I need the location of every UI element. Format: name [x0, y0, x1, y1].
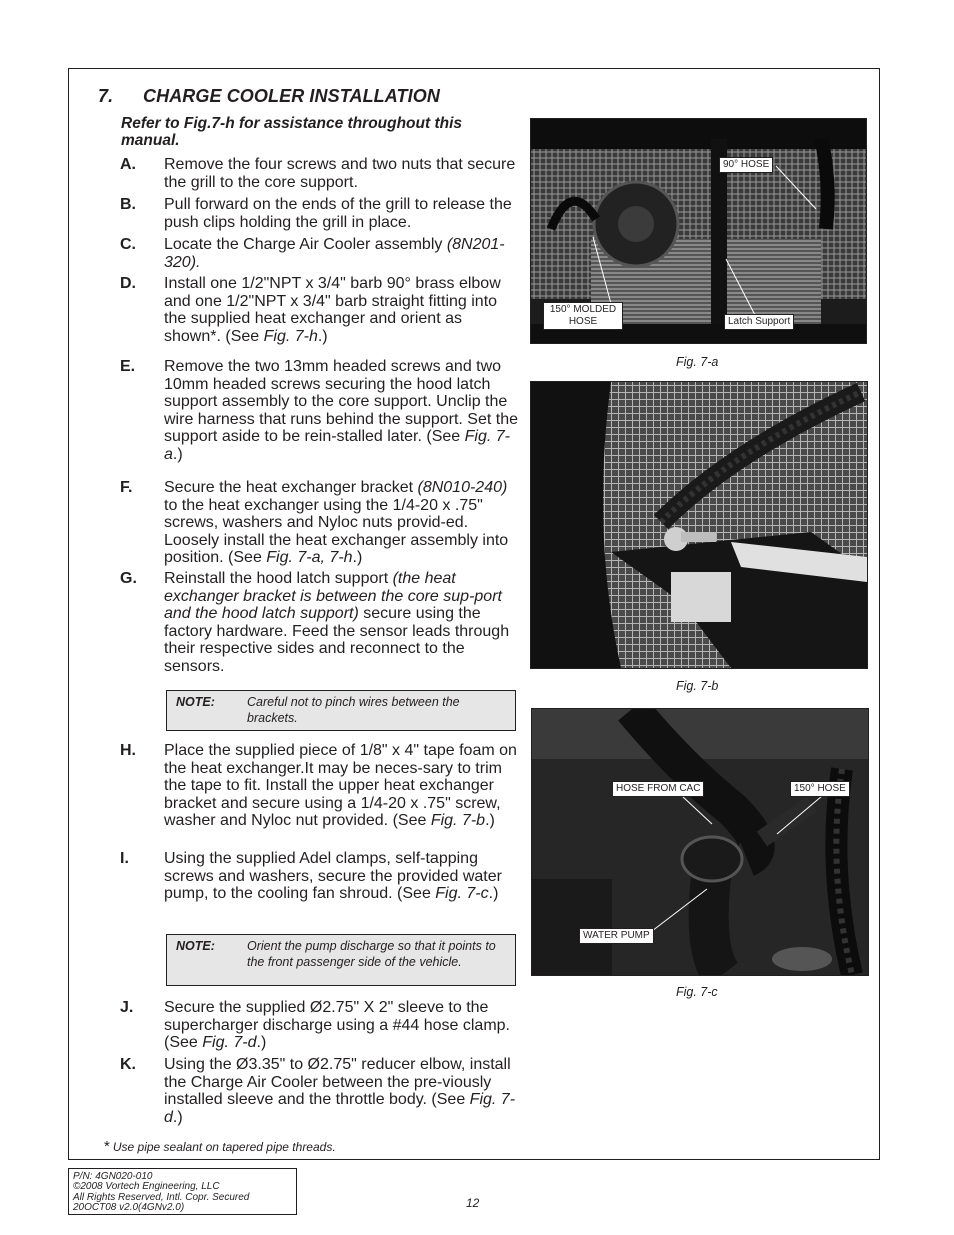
page-number: 12 [466, 1196, 480, 1210]
label-water-pump: WATER PUMP [579, 928, 654, 944]
revision-date: 20OCT08 v2.0(4GNv2.0) [73, 1201, 185, 1213]
section-number: 7. [98, 86, 114, 106]
label-hose-from-cac: HOSE FROM CAC [612, 781, 704, 797]
label-150-molded-hose: 150° MOLDED HOSE [543, 302, 623, 330]
step-d: D. Install one 1/2"NPT x 3/4" barb 90° brass elbow and one 1/2"NPT x 3/4" barb straight fitting into the supplied heat exchanger and orient as shown*. (See Fig. 7-h.) [120, 275, 501, 345]
step-c: C. Locate the Charge Air Cooler assembly (8N201-320). [120, 236, 505, 271]
label-latch-support: Latch Support [724, 314, 794, 330]
step-b: B. Pull forward on the ends of the grill to release the push clips holding the grill in place. [120, 196, 512, 231]
label-90-hose: 90° HOSE [719, 157, 773, 173]
step-i: I. Using the supplied Adel clamps, self-tapping screws and washers, secure the provided water pump, to the cooling fan shroud. (See Fig. 7-c.) [120, 850, 502, 902]
part-number-box [68, 1168, 297, 1215]
section-heading [98, 86, 440, 107]
label-150-hose: 150° HOSE [790, 781, 850, 797]
step-a: A. Remove the four screws and two nuts that secure the grill to the core support. [120, 156, 516, 191]
figure-7a-caption: Fig. 7-a [676, 355, 719, 369]
figure-7b-caption: Fig. 7-b [676, 679, 719, 693]
copyright: ©2008 Vortech Engineering, LLC [73, 1181, 220, 1193]
intro-text: Refer to Fig.7-h for assistance throughout this manual. [121, 115, 463, 149]
note-pinch-wires: NOTE: Careful not to pinch wires between the brackets. [166, 690, 516, 731]
footnote: * Use pipe sealant on tapered pipe threads. [104, 1138, 336, 1155]
step-h: H. Place the supplied piece of 1/8" x 4" tape foam on the heat exchanger.It may be neces-sary to trim the tape to fit. Install the upper heat exchanger bracket and secure using a 1/4-20 x .75" screw, washer and Nyloc nut provided. (See Fig. 7-b.) [120, 742, 517, 829]
step-j: J. Secure the supplied Ø2.75" X 2" sleeve to the supercharger discharge using a #44 hose clamp. (See Fig. 7-d.) [120, 999, 510, 1051]
step-f: F. Secure the heat exchanger bracket (8N010-240) to the heat exchanger using the 1/4-20 x .75" screws, washers and Nyloc nuts provid-ed. Loosely install the heat exchanger assembly into position. (See Fig. 7-a, 7-h.) [120, 479, 509, 566]
rights-reserved: All Rights Reserved, Intl. Copr. Secured [73, 1191, 250, 1203]
section-title: CHARGE COOLER INSTALLATION [143, 86, 440, 106]
figure-7c-caption: Fig. 7-c [676, 985, 718, 999]
note-pump-discharge: NOTE: Orient the pump discharge so that it points to the front passenger side of the vehicle. [166, 934, 516, 986]
step-e: E. Remove the two 13mm headed screws and two 10mm headed screws securing the hood latch support assembly to the core support. Unclip the wire harness that runs behind the support. Set the support aside to be rein-stalled later. (See Fig. 7-a.) [120, 358, 518, 463]
step-k: K. Using the Ø3.35" to Ø2.75" reducer elbow, install the Charge Air Cooler between the pre-viously installed sleeve and the throttle body. (See Fig. 7-d.) [120, 1056, 516, 1126]
step-g: G. Reinstall the hood latch support (the heat exchanger bracket is between the core sup-port and the hood latch support) secure using the factory hardware. Feed the sensor leads through their respective sides and reconnect to the sensors. [120, 570, 510, 675]
part-number: P/N: 4GN020-010 [73, 1171, 153, 1182]
figure-7b-photo [530, 381, 868, 669]
